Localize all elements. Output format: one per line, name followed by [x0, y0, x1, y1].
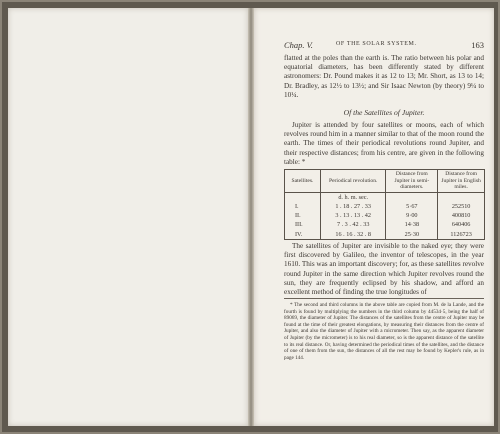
book-spread: [2, 2, 498, 432]
satellite-miles: 400810: [438, 211, 485, 220]
table-row: [285, 220, 485, 229]
table-header-semi-diameters: Distance from Jupiter in semi-diameters.: [386, 170, 438, 193]
running-header: [284, 40, 484, 52]
satellite-semi: 9·00: [386, 211, 438, 220]
paragraph-galileo: The satellites of Jupiter are invisible to the naked eye; they were first discovered by Galileo, the inventor of telescopes, in the year 1610. This was an important discovery; for, as these satellites revolve round Jupiter in the same direction which Jupiter revolves round the sun, they are frequently eclipsed by his shadow, and afford an excellent method of finding the true longitudes of: [284, 242, 484, 297]
satellites-table: [284, 169, 485, 240]
table-row: [285, 230, 485, 240]
satellite-semi: 14·38: [386, 220, 438, 229]
satellite-name: II.: [285, 211, 321, 220]
satellite-period: 1 . 18 . 27 . 33: [320, 202, 386, 211]
satellite-period: 3 . 13 . 13 . 42: [320, 211, 386, 220]
satellite-miles: 252510: [438, 202, 485, 211]
right-page: [254, 8, 494, 426]
running-title: OF THE SOLAR SYSTEM.: [336, 41, 417, 47]
satellite-miles: 1126723: [438, 230, 485, 240]
paragraph-satellites-intro: Jupiter is attended by four satellites or moons, each of which revolves round him in a manner similar to that of the moon round the earth. The times of their periodical revolutions round Jupiter, and their respective distances; from his centre, are given in the following table: *: [284, 121, 484, 166]
satellite-semi: 5·67: [386, 202, 438, 211]
table-row: [285, 202, 485, 211]
paragraph-polar-ratio: flatted at the poles than the earth is. The ratio between his polar and equatorial diameters, has been differently stated by different astronomers: Dr. Pound makes it as 12 to 13; Mr. Short, as 13 to 14; Dr. Bradley, as 12½ to 13½; and Sir Isaac Newton (by theory) 9¼ to 10¼.: [284, 54, 484, 99]
chapter-label: Chap. V.: [284, 40, 313, 50]
satellite-miles: 640406: [438, 220, 485, 229]
satellite-name: III.: [285, 220, 321, 229]
table-units: d. h. m. sec.: [320, 192, 386, 202]
section-title: Of the Satellites of Jupiter.: [343, 108, 425, 117]
satellite-name: I.: [285, 202, 321, 211]
satellite-period: 7 . 3 . 42 . 33: [320, 220, 386, 229]
left-page-blank: [8, 8, 248, 426]
table-units-row: [285, 192, 485, 202]
table-row: [285, 211, 485, 220]
satellite-semi: 25·30: [386, 230, 438, 240]
footnote: * The second and third columns in the above table are copied from M. de la Lande, and the fourth is found by multiplying the numbers in the third column by 44534·5, being the half of 89069, the diameter of Jupiter. The distances of the satellites from the centre of Jupiter may be found at the time of their greatest elongations, by measuring their distances from the centre of Jupiter, and also the diameter of Jupiter with a micrometer. Then say, as the apparent diameter of Jupiter (by the micrometer) is to his real diameter, so is the apparent distance of the satellite to its real distance. Or, having determined the periodical times of the satellites, and the distance of one of them from the sun, the distances of all the rest may be found by Kepler's rule, as in page 144.: [284, 302, 484, 361]
satellite-period: 16 . 16 . 32 . 8: [320, 230, 386, 240]
footnote-rule: [284, 298, 484, 299]
table-header-period: Periodical revolution.: [320, 170, 386, 193]
table-header-miles: Distance from Jupiter in English miles.: [438, 170, 485, 193]
satellite-name: IV.: [285, 230, 321, 240]
table-header-satellites: Satellites.: [285, 170, 321, 193]
page-number: 163: [471, 40, 484, 50]
